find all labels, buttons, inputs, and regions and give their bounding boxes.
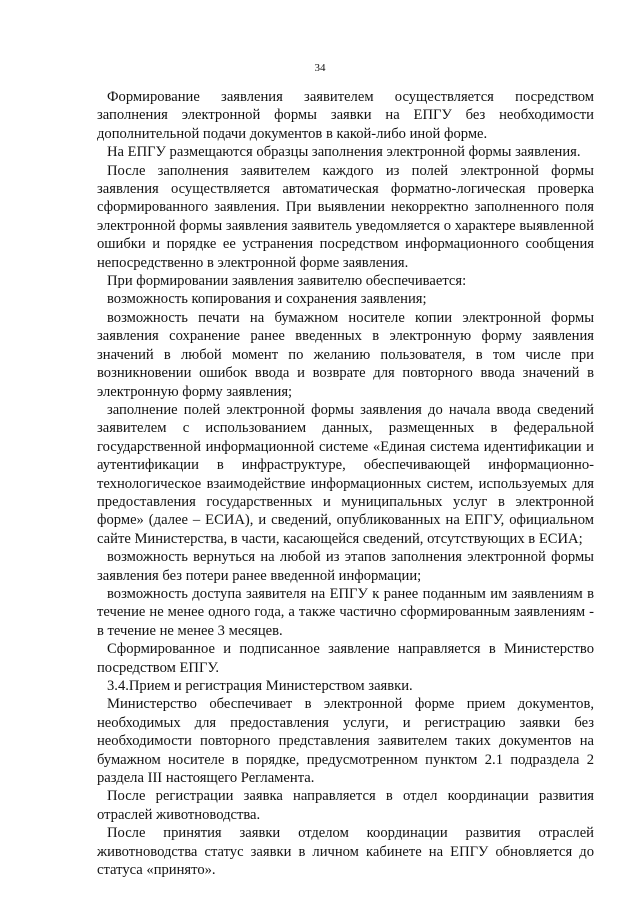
section-heading-3-4: 3.4.Прием и регистрация Министерством заявки.: [107, 678, 413, 694]
paragraph-return-to-step: возможность вернуться на любой из этапов заполнения электронной формы заявления без потери ранее введенной информации;: [97, 549, 594, 584]
paragraph-submission: Сформированное и подписанное заявление направляется в Министерство посредством ЕПГУ.: [97, 641, 594, 676]
paragraph-print-save: возможность печати на бумажном носителе копии электронной формы заявления сохранение ранее введенных в электронную форму заявления значений в любой момент по желанию пользователя, в том числе при возникновении ошибок ввода и возврате для повторного ввода значений в электронную форму заявления;: [97, 309, 594, 400]
paragraph-status-update: После принятия заявки отделом координации развития отраслей животноводства статус заявки в личном кабинете на ЕПГУ обновляется до статуса «принято».: [97, 825, 594, 879]
paragraph-after-registration: После регистрации заявка направляется в отдел координации развития отраслей животноводства.: [97, 788, 594, 823]
paragraph-samples: На ЕПГУ размещаются образцы заполнения электронной формы заявления.: [107, 144, 581, 161]
document-body: [97, 88, 594, 879]
paragraph-ministry-reception: Министерство обеспечивает в электронной форме прием документов, необходимых для предоставления услуги, и регистрацию заявки без необходимости повторного представления заявителем таких документов на бумажном носителе в порядке, предусмотренном пунктом 2.1 подраздела 2 раздела III настоящего Регламента.: [97, 696, 594, 787]
paragraph-provided-features: При формировании заявления заявителю обеспечивается:: [107, 273, 467, 290]
paragraph-copy-save: возможность копирования и сохранения заявления;: [107, 291, 427, 308]
paragraph-formation: Формирование заявления заявителем осуществляется посредством заполнения электронной формы заявки на ЕПГУ без необходимости дополнительной подачи документов в какой-либо иной форме.: [97, 89, 594, 142]
page-number: 34: [314, 62, 326, 74]
paragraph-access-history: возможность доступа заявителя на ЕПГУ к ранее поданным им заявлениям в течение не менее одного года, а также частично сформированным заявлениям - в течение не менее 3 месяцев.: [97, 585, 594, 639]
paragraph-esia-prefill: заполнение полей электронной формы заявления до начала ввода сведений заявителем с использованием данных, размещенных в федеральной государственной информационной системе «Единая система идентификации и аутентификации в инфраструктуре, обеспечивающей информационно-технологическое взаимодействие информационных систем, используемых для предоставления государственных и муниципальных услуг в электронной форме» (далее – ЕСИА), и сведений, опубликованных на ЕПГУ, официальном сайте Министерства, в части, касающейся сведений, отсутствующих в ЕСИА;: [97, 401, 594, 547]
paragraph-format-check: После заполнения заявителем каждого из полей электронной формы заявления осуществляется автоматическая форматно-логическая проверка сформированного заявления. При выявлении некорректно заполненного поля электронной формы заявления заявитель уведомляется о характере выявленной ошибки и порядке ее устранения посредством информационного сообщения непосредственно в электронной форме заявления.: [97, 162, 594, 271]
